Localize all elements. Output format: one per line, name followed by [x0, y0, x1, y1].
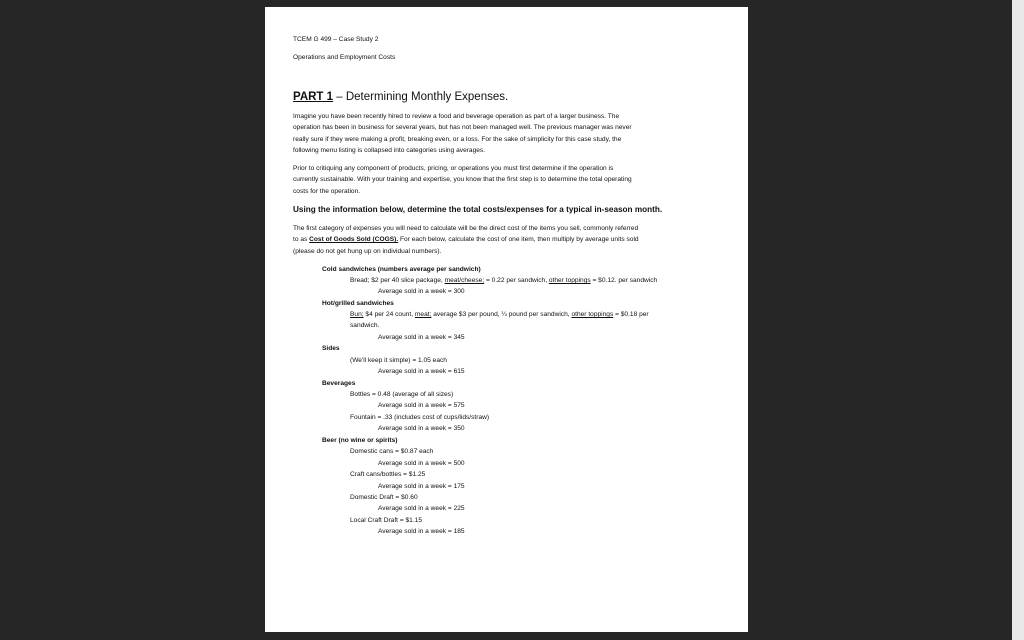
bottles-avg: Average sold in a week = 575: [378, 402, 465, 409]
toppings-cost: = $0.12. per sandwich: [590, 277, 658, 284]
meat-label: meat;: [414, 311, 432, 318]
hot-sandwiches-heading: Hot/grilled sandwiches: [322, 300, 394, 307]
toppings-label: other toppings: [548, 277, 591, 284]
hot-sandwich-costs: [350, 310, 649, 319]
toppings-cost: = $0.18 per: [613, 311, 649, 318]
domestic-cans-avg: Average sold in a week = 500: [378, 460, 465, 467]
toppings-label: other toppings: [571, 311, 614, 318]
paragraph-line: costs for the operation.: [293, 187, 361, 195]
craft-cans-avg: Average sold in a week = 175: [378, 483, 465, 490]
beverages-heading: Beverages: [322, 380, 356, 387]
cogs-prefix: to as: [293, 236, 310, 244]
sustainability-paragraph: [293, 163, 718, 197]
instruction-heading: Using the information below, determine the total costs/expenses for a typical in-season month.: [293, 205, 663, 214]
sides-avg: Average sold in a week = 615: [378, 368, 465, 375]
paragraph-line: operation has been in business for several years, but has not been managed well. The previous manager was never: [293, 124, 632, 132]
meat-cheese-label: meat/cheese;: [444, 277, 485, 284]
meat-cheese-cost: = 0.22 per sandwich,: [484, 277, 549, 284]
fountain-cost: Fountain = .33 (includes cost of cups/lids/straw): [350, 414, 490, 421]
part-heading: [293, 90, 508, 104]
bun-label: Bun;: [350, 311, 364, 318]
cold-sandwich-avg: Average sold in a week = 300: [378, 288, 465, 295]
sides-heading: Sides: [322, 345, 340, 352]
cogs-term: Cost of Goods Sold (COGS).: [309, 236, 399, 244]
local-craft-draft-cost: Local Craft Draft = $1.15: [350, 517, 423, 524]
domestic-draft-avg: Average sold in a week = 225: [378, 505, 465, 512]
paragraph-line: (please do not get hung up on individual numbers).: [293, 247, 442, 255]
bread-cost: Bread; $2 per 40 slice package,: [350, 277, 445, 284]
cold-sandwich-costs: [350, 276, 657, 285]
domestic-cans-cost: Domestic cans = $0.87 each: [350, 448, 434, 455]
bun-cost: $4 per 24 count,: [363, 311, 415, 318]
intro-paragraph: [293, 111, 718, 156]
local-craft-draft-avg: Average sold in a week = 185: [378, 528, 465, 535]
hot-sandwich-continued: sandwich.: [350, 322, 380, 329]
part-label: PART 1: [293, 91, 334, 103]
paragraph-line: [293, 234, 718, 245]
craft-cans-cost: Craft cans/bottles = $1.25: [350, 471, 426, 478]
viewer-scrollbar-track[interactable]: [1012, 0, 1024, 640]
paragraph-line: following menu listing is collapsed into categories using averages.: [293, 146, 486, 154]
paragraph-line: Imagine you have been recently hired to review a food and beverage operation as part of a larger business. The: [293, 113, 620, 120]
cogs-paragraph: [293, 223, 718, 257]
document-subtitle: Operations and Employment Costs: [293, 54, 396, 61]
meat-cost: average $3 per pound, ¼ pound per sandwich,: [431, 311, 572, 318]
paragraph-line: The first category of expenses you will need to calculate will be the direct cost of the items you sell, commonly referred: [293, 225, 639, 232]
hot-sandwich-avg: Average sold in a week = 345: [378, 334, 465, 341]
fountain-avg: Average sold in a week = 350: [378, 425, 465, 432]
domestic-draft-cost: Domestic Draft = $0.60: [350, 494, 418, 501]
bottles-cost: Bottles = 0.48 (average of all sizes): [350, 391, 454, 398]
sides-cost: (We'll keep it simple) = 1.05 each: [350, 357, 447, 364]
paragraph-line: really sure if they were making a profit, breaking even, or a loss. For the sake of simplicity for this case study, the: [293, 135, 622, 143]
document-page: [265, 7, 748, 632]
cogs-suffix: For each below, calculate the cost of one item, then multiply by average units sold: [398, 236, 639, 244]
part-title-text: – Determining Monthly Expenses.: [333, 91, 509, 103]
course-header: TCEM G 499 – Case Study 2: [293, 36, 379, 43]
paragraph-line: currently sustainable. With your training and expertise, you know that the first step is to determine the total operating: [293, 176, 632, 184]
cold-sandwiches-heading: Cold sandwiches (numbers average per sandwich): [322, 266, 481, 273]
beer-heading: Beer (no wine or spirits): [322, 437, 398, 444]
paragraph-line: Prior to critiquing any component of products, pricing, or operations you must first determine if the operation is: [293, 165, 614, 172]
